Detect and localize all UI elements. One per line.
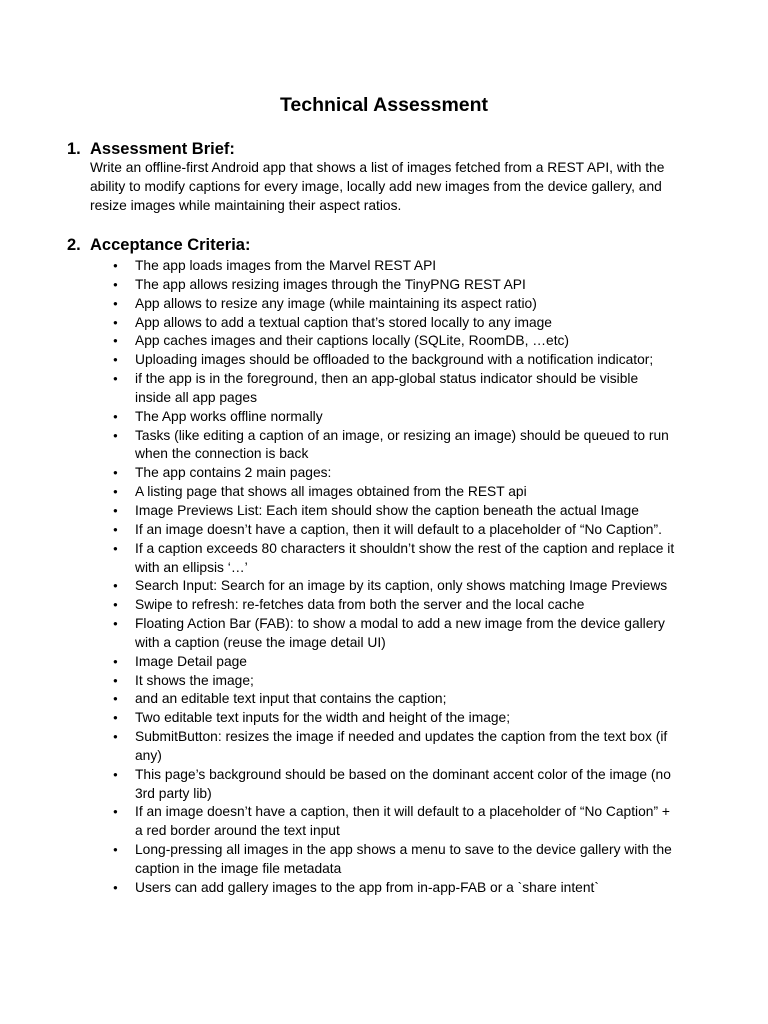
list-item (0, 690, 768, 709)
document-title: Technical Assessment (279, 94, 489, 116)
list-item-text: ● and an editable text input that contains the caption; (135, 691, 447, 707)
list-item (0, 577, 768, 596)
list-item (0, 596, 768, 615)
list-item-text: ● App allows to resize any image (while maintaining its aspect ratio) (135, 295, 537, 311)
list-item-text: ● The app contains 2 main pages: (135, 465, 332, 481)
list-item (0, 879, 768, 898)
paragraph-line: resize images while maintaining their aspect ratios. (90, 197, 402, 213)
list-item-text: ● Tasks (like editing a caption of an image, or resizing an image) should be queued to run (135, 427, 669, 443)
list-item-text-continuation: any) (135, 747, 162, 763)
list-item-text-continuation: 3rd party lib) (135, 785, 212, 801)
list-item (0, 803, 768, 841)
list-item (0, 521, 768, 540)
list-item-text-continuation: with a caption (reuse the image detail UI) (135, 634, 386, 650)
list-item (0, 728, 768, 766)
list-item (0, 540, 768, 578)
assessment-brief-paragraph (90, 159, 690, 216)
list-item (0, 502, 768, 521)
list-item (0, 427, 768, 465)
list-item-text: ● App caches images and their captions locally (SQLite, RoomDB, …etc) (135, 333, 570, 349)
list-item (0, 351, 768, 370)
acceptance-criteria-list (0, 257, 768, 898)
section-number: 1. (67, 140, 81, 158)
section-heading-acceptance-criteria (67, 234, 250, 256)
section-title: Assessment Brief: (90, 140, 235, 158)
list-item (0, 464, 768, 483)
list-item (0, 370, 768, 408)
list-item (0, 276, 768, 295)
list-item-text-continuation: when the connection is back (135, 446, 309, 462)
list-item-text: ● It shows the image; (135, 672, 254, 688)
section-title: Acceptance Criteria: (90, 236, 251, 254)
list-item (0, 332, 768, 351)
section-number: 2. (67, 236, 81, 254)
list-item (0, 295, 768, 314)
list-item-text: ● Two editable text inputs for the width and height of the image; (135, 710, 511, 726)
list-item-text: ● This page’s background should be based on the dominant accent color of the image (no (135, 766, 671, 782)
list-item (0, 766, 768, 804)
list-item-text: ● The App works offline normally (135, 408, 323, 424)
list-item (0, 841, 768, 879)
list-item-text: ● The app allows resizing images through the TinyPNG REST API (135, 276, 526, 292)
list-item-text: ● Search Input: Search for an image by its caption, only shows matching Image Previews (135, 578, 668, 594)
list-item (0, 672, 768, 691)
list-item (0, 709, 768, 728)
list-item-text: ● The app loads images from the Marvel REST API (135, 258, 437, 273)
section-heading-assessment-brief (67, 138, 235, 160)
list-item-text: ● if the app is in the foreground, then an app-global status indicator should be visible (135, 371, 639, 387)
list-item-text-continuation: a red border around the text input (135, 823, 340, 839)
list-item-text-continuation: inside all app pages (135, 389, 257, 405)
list-item-text-continuation: caption in the image file metadata (135, 861, 342, 876)
paragraph-line: Write an offline-first Android app that shows a list of images fetched from a REST API, with the (90, 160, 665, 175)
list-item-text: ● SubmitButton: resizes the image if needed and updates the caption from the text box (if (135, 729, 668, 745)
list-item (0, 257, 768, 276)
list-item-text: ● Floating Action Bar (FAB): to show a modal to add a new image from the device gallery (135, 616, 665, 632)
list-item (0, 653, 768, 672)
list-item-text: ● A listing page that shows all images obtained from the REST api (135, 484, 527, 500)
list-item-text: ● Uploading images should be offloaded to the background with a notification indicator; (135, 352, 654, 368)
list-item-text: ● Image Previews List: Each item should show the caption beneath the actual Image (135, 502, 639, 518)
list-item (0, 408, 768, 427)
list-item (0, 314, 768, 333)
list-item-text: ● Long-pressing all images in the app shows a menu to save to the device gallery with the (135, 842, 672, 858)
list-item (0, 615, 768, 653)
list-item-text: ● If an image doesn’t have a caption, then it will default to a placeholder of “No Caption” + (135, 804, 670, 820)
list-item-text: ● Image Detail page (135, 653, 247, 669)
list-item-text: ● If an image doesn’t have a caption, then it will default to a placeholder of “No Caption”. (135, 521, 662, 537)
list-item (0, 483, 768, 502)
list-item-text-continuation: with an ellipsis ‘…’ (135, 559, 248, 575)
paragraph-line: ability to modify captions for every image, locally add new images from the device gallery, and (90, 178, 662, 194)
list-item-text: ● App allows to add a textual caption that’s stored locally to any image (135, 314, 552, 330)
list-item-text: ● Swipe to refresh: re-fetches data from both the server and the local cache (135, 597, 585, 613)
list-item-text: ● If a caption exceeds 80 characters it shouldn’t show the rest of the caption and replace it (135, 540, 675, 556)
list-item-text: ● Users can add gallery images to the app from in-app-FAB or a `share intent` (135, 879, 599, 895)
